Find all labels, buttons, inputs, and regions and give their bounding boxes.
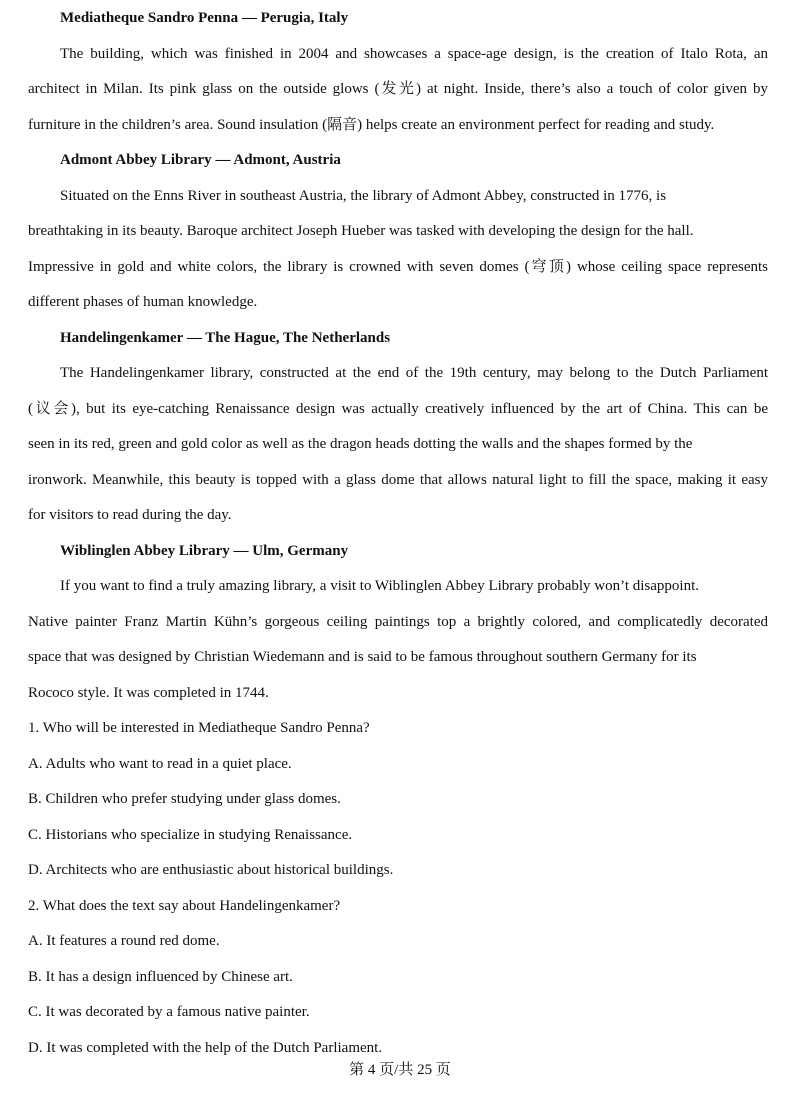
paragraph-line: Native painter Franz Martin Kühn’s gorgeous ceiling paintings top a brightly colored, and complicatedly decorated [28, 613, 768, 630]
paragraph-line: The building, which was finished in 2004 and showcases a space-age design, is the creation of Italo Rota, an [60, 45, 768, 62]
question-option: A. It features a round red dome. [28, 933, 220, 949]
paragraph-line: breathtaking in its beauty. Baroque architect Joseph Hueber was tasked with developing the design for the hall. [28, 223, 694, 239]
paragraph-line: Rococo style. It was completed in 1744. [28, 684, 269, 701]
page-number-footer: 第 4 页/共 25 页 [349, 1062, 451, 1078]
paragraph-line: ironwork. Meanwhile, this beauty is topped with a glass dome that allows natural light to fill the space, making it easy [28, 471, 768, 488]
paragraph-line: The Handelingenkamer library, constructed at the end of the 19th century, may belong to the Dutch Parliament [60, 365, 768, 381]
section-heading: Handelingenkamer — The Hague, The Netherlands [60, 329, 391, 346]
section-heading: Wiblinglen Abbey Library — Ulm, Germany [60, 542, 349, 559]
section-heading: Mediatheque Sandro Penna — Perugia, Italy [60, 10, 349, 26]
question-option: C. Historians who specialize in studying Renaissance. [28, 826, 353, 843]
paragraph-line: furniture in the children’s area. Sound insulation (隔音) helps create an environment perfect for reading and study. [28, 116, 715, 133]
paragraph-line: If you want to find a truly amazing library, a visit to Wiblinglen Abbey Library probably won’t disappoint. [60, 578, 699, 594]
paragraph-line: space that was designed by Christian Wiedemann and is said to be famous throughout southern Germany for its [28, 649, 697, 665]
section-heading: Admont Abbey Library — Admont, Austria [60, 152, 341, 168]
question-stem: 1. Who will be interested in Mediatheque Sandro Penna? [28, 720, 370, 736]
question-option: C. It was decorated by a famous native painter. [28, 1004, 310, 1020]
paragraph-line: seen in its red, green and gold color as well as the dragon heads dotting the walls and the shapes formed by the [28, 436, 693, 452]
paragraph-line: (议会), but its eye-catching Renaissance design was actually creatively influenced by the art of China. This can be [28, 400, 768, 417]
paragraph-line: for visitors to read during the day. [28, 507, 232, 523]
question-option: B. Children who prefer studying under glass domes. [28, 791, 341, 807]
paragraph-line: Impressive in gold and white colors, the library is crowned with seven domes (穹顶) whose ceiling space represents [28, 258, 768, 275]
question-option: D. Architects who are enthusiastic about historical buildings. [28, 862, 394, 878]
question-option: D. It was completed with the help of the Dutch Parliament. [28, 1039, 383, 1056]
question-option: A. Adults who want to read in a quiet place. [28, 755, 292, 772]
paragraph-line: different phases of human knowledge. [28, 294, 258, 310]
paragraph-line: architect in Milan. Its pink glass on the outside glows (发光) at night. Inside, there’s also a touch of color given by [28, 81, 768, 97]
paragraph-line: Situated on the Enns River in southeast Austria, the library of Admont Abbey, constructed in 1776, is [60, 187, 667, 204]
question-stem: 2. What does the text say about Handelingenkamer? [28, 897, 341, 914]
document-page [28, 1, 768, 1066]
question-option: B. It has a design influenced by Chinese art. [28, 968, 293, 985]
